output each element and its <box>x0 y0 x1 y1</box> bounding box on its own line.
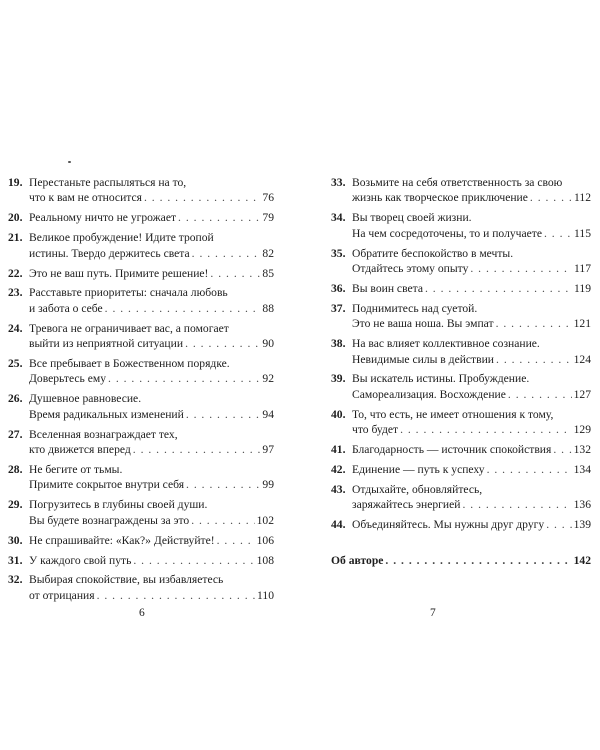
entry-number: 34. <box>331 211 346 225</box>
dot-leader <box>144 190 260 205</box>
entry-title-last: Отдайтесь этому опыту <box>352 262 469 276</box>
entry-number: 44. <box>331 518 346 532</box>
entry-number: 27. <box>8 427 23 441</box>
dot-leader <box>508 387 572 402</box>
toc-entry-22[interactable] <box>8 266 274 281</box>
entry-title-last: Единение — путь к успеху <box>352 463 485 476</box>
entry-title-line: Возьмите на себя ответственность за свою <box>352 176 563 189</box>
entry-page: 99 <box>262 478 274 492</box>
entry-title-last: и забота о себе <box>29 301 103 315</box>
toc-entry-38[interactable] <box>331 336 591 367</box>
toc-entry-21[interactable] <box>8 230 274 261</box>
entry-page: 97 <box>262 443 274 457</box>
entry-page: 132 <box>573 443 591 457</box>
entry-number: 38. <box>331 337 346 351</box>
toc-entry-27[interactable] <box>8 427 274 458</box>
entry-title-last: что к вам не относится <box>29 191 142 205</box>
entry-title-last: от отрицания <box>29 588 95 602</box>
dot-leader <box>496 352 572 367</box>
toc-entry-43[interactable] <box>331 482 591 513</box>
toc-right-column <box>331 175 591 573</box>
dot-leader <box>186 407 261 422</box>
entry-page: 119 <box>574 281 591 295</box>
entry-title-last: На чем сосредоточены, то и получаете <box>352 226 542 240</box>
toc-entry-36[interactable] <box>331 281 591 296</box>
dot-leader <box>191 513 254 528</box>
entry-page: 88 <box>262 301 274 315</box>
entry-page: 112 <box>574 191 591 205</box>
entry-title-line: На вас влияет коллективное сознание. <box>352 337 540 351</box>
dot-leader <box>400 422 572 437</box>
entry-number: 33. <box>331 176 346 189</box>
dot-leader <box>105 301 261 316</box>
entry-title-line: Перестаньте распыляться на то, <box>29 176 187 189</box>
entry-page: 129 <box>573 423 591 437</box>
entry-title-line: Вы искатель истины. Пробуждение. <box>352 372 530 386</box>
entry-number: 36. <box>331 281 346 295</box>
dot-leader <box>186 477 260 492</box>
entry-page: 102 <box>256 513 274 527</box>
entry-title-last: истины. Твердо держитесь света <box>29 246 190 260</box>
toc-entry-about-author[interactable] <box>331 553 591 568</box>
dot-leader <box>133 442 261 457</box>
dot-leader <box>178 210 260 225</box>
toc-left-column <box>8 175 274 608</box>
dot-leader <box>108 371 260 386</box>
entry-number: 23. <box>8 286 23 300</box>
entry-page: 124 <box>573 352 591 366</box>
entry-page: 121 <box>573 317 591 331</box>
toc-entry-39[interactable] <box>331 371 591 402</box>
entry-title-last: Самореализация. Восхождение <box>352 387 506 401</box>
entry-title-last: что будет <box>352 423 399 437</box>
entry-title-last: жизнь как творческое приключение <box>352 191 528 205</box>
entry-title-line: Расставьте приоритеты: сначала любовь <box>29 286 228 300</box>
scan-speck <box>68 161 71 163</box>
toc-entry-40[interactable] <box>331 407 591 438</box>
dot-leader <box>210 266 260 281</box>
entry-page: 117 <box>574 262 591 276</box>
about-author-label: Об авторе <box>331 554 384 568</box>
entry-title-line: Отдыхайте, обновляйтесь, <box>352 482 483 496</box>
entry-number: 31. <box>8 553 23 567</box>
dot-leader <box>496 316 572 331</box>
entry-number: 32. <box>8 573 23 587</box>
entry-page: 127 <box>573 387 591 401</box>
dot-leader <box>546 517 571 532</box>
entry-page: 115 <box>574 226 591 240</box>
toc-entry-25[interactable] <box>8 356 274 387</box>
toc-entry-19[interactable] <box>8 175 274 206</box>
entry-title-last: Это не ваша ноша. Вы эмпат <box>352 317 494 331</box>
entry-number: 20. <box>8 211 23 225</box>
toc-entry-26[interactable] <box>8 391 274 422</box>
entry-title-line: Все пребывает в Божественном порядке. <box>29 357 230 371</box>
entry-page: 82 <box>262 246 274 260</box>
entry-page: 76 <box>262 191 274 205</box>
dot-leader <box>133 553 254 568</box>
entry-number: 22. <box>8 266 23 280</box>
dot-leader <box>544 226 572 241</box>
entry-page: 139 <box>573 518 591 532</box>
entry-title-last: Это не ваш путь. Примите решение! <box>29 266 209 280</box>
entry-title-line: То, что есть, не имеет отношения к тому, <box>352 407 554 421</box>
dot-leader <box>553 442 571 457</box>
dot-leader <box>530 190 572 205</box>
entry-title-line: Погрузитесь в глубины своей души. <box>29 498 208 512</box>
entry-title-last: Реальному ничто не угрожает <box>29 211 177 225</box>
dot-leader <box>192 246 261 261</box>
entry-number: 40. <box>331 407 346 421</box>
entry-page: 92 <box>262 372 274 386</box>
entry-title-last: Вы будете вознаграждены за это <box>29 513 190 527</box>
entry-number: 43. <box>331 482 346 496</box>
entry-number: 30. <box>8 533 23 547</box>
dot-leader <box>487 462 572 477</box>
entry-title-last: Объединяйтесь. Мы нужны друг другу <box>352 518 545 532</box>
entry-title-last: Доверьтесь ему <box>29 372 107 386</box>
toc-entry-20[interactable] <box>8 210 274 225</box>
toc-entry-30[interactable] <box>8 533 274 548</box>
toc-entry-35[interactable] <box>331 246 591 277</box>
entry-page: 85 <box>262 266 274 280</box>
entry-number: 19. <box>8 176 23 189</box>
entry-title-line: Вы творец своей жизни. <box>352 211 472 225</box>
entry-title-last: У каждого свой путь <box>29 553 132 567</box>
toc-entry-33[interactable] <box>331 175 591 206</box>
entry-title-last: кто движется вперед <box>29 443 131 457</box>
entry-page: 106 <box>256 533 274 547</box>
entry-title-last: Не спрашивайте: «Как?» Действуйте! <box>29 533 215 547</box>
entry-title-line: Вселенная вознаграждает тех, <box>29 427 178 441</box>
entry-page: 108 <box>256 553 274 567</box>
dot-leader <box>185 336 260 351</box>
toc-entry-42[interactable] <box>331 462 591 477</box>
entry-title-line: Великое пробуждение! Идите тропой <box>29 231 214 245</box>
toc-entry-29[interactable] <box>8 497 274 528</box>
entry-page: 134 <box>573 463 591 476</box>
entry-title-last: Время радикальных изменений <box>29 407 184 421</box>
entry-number: 28. <box>8 463 23 476</box>
entry-title-last: Вы воин света <box>352 281 423 295</box>
entry-number: 39. <box>331 372 346 386</box>
entry-page: 136 <box>573 498 591 512</box>
toc-entry-31[interactable] <box>8 553 274 568</box>
dot-leader <box>97 588 255 603</box>
entry-page: 110 <box>257 588 274 602</box>
dot-leader <box>385 553 571 568</box>
entry-number: 21. <box>8 231 23 245</box>
entry-page: 79 <box>262 211 274 225</box>
entry-number: 41. <box>331 443 346 457</box>
toc-entry-44[interactable] <box>331 517 591 532</box>
dot-leader <box>462 497 571 512</box>
toc-entry-28[interactable] <box>8 462 274 493</box>
dot-leader <box>217 533 255 548</box>
entry-number: 37. <box>331 301 346 315</box>
entry-title-line: Поднимитесь над суетой. <box>352 301 478 315</box>
entry-title-last: Невидимые силы в действии <box>352 352 495 366</box>
dot-leader <box>425 281 572 296</box>
entry-page: 142 <box>573 554 591 568</box>
entry-number: 29. <box>8 498 23 512</box>
entry-title-last: выйти из неприятной ситуации <box>29 337 184 351</box>
entry-number: 35. <box>331 246 346 260</box>
entry-title-line: Обратите беспокойство в мечты. <box>352 246 514 260</box>
entry-page: 90 <box>262 337 274 351</box>
toc-entry-37[interactable] <box>331 301 591 332</box>
entry-number: 26. <box>8 392 23 406</box>
toc-entry-24[interactable] <box>8 321 274 352</box>
entry-title-last: Благодарность — источник спокойствия <box>352 443 552 457</box>
entry-title-line: Душевное равновесие. <box>29 392 142 406</box>
toc-entry-23[interactable] <box>8 285 274 316</box>
toc-entry-32[interactable] <box>8 572 274 603</box>
entry-title-last: Примите сокрытое внутри себя <box>29 478 185 492</box>
toc-entry-41[interactable] <box>331 442 591 457</box>
entry-number: 42. <box>331 463 346 476</box>
entry-title-line: Тревога не ограничивает вас, а помогает <box>29 321 229 335</box>
entry-title-line: Выбирая спокойствие, вы избавляетесь <box>29 573 224 587</box>
entry-title-last: заряжайтесь энергией <box>352 498 461 512</box>
entry-number: 24. <box>8 321 23 335</box>
entry-title-line: Не бегите от тьмы. <box>29 463 123 476</box>
toc-entry-34[interactable] <box>331 210 591 241</box>
dot-leader <box>470 261 572 276</box>
entry-number: 25. <box>8 357 23 371</box>
page-number-right: 7 <box>430 607 436 619</box>
entry-page: 94 <box>262 407 274 421</box>
page-number-left: 6 <box>139 607 145 619</box>
